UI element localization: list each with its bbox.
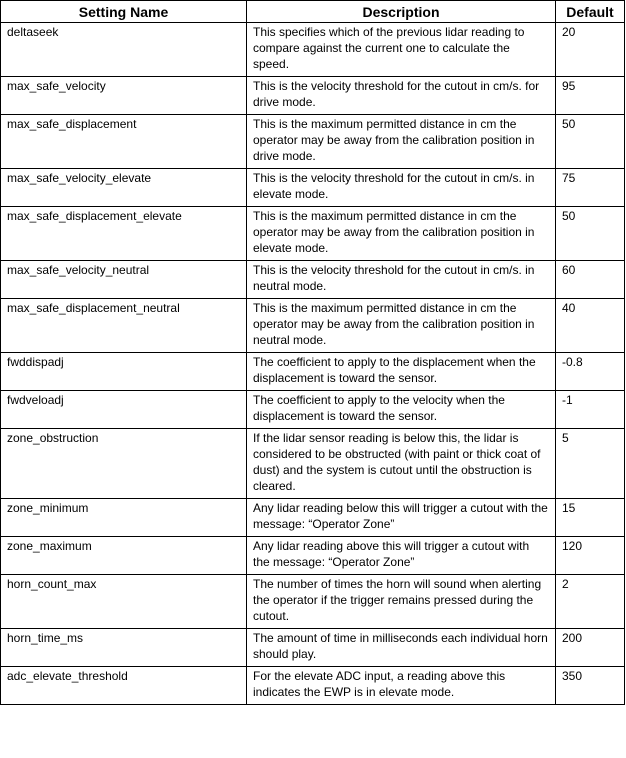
description-cell: Any lidar reading above this will trigger a cutout with the message: “Operator Zone” — [247, 537, 556, 575]
description-cell: The amount of time in milliseconds each individual horn should play. — [247, 629, 556, 667]
header-setting-name: Setting Name — [1, 1, 247, 23]
default-value-cell: 350 — [556, 667, 625, 705]
setting-name-cell: horn_time_ms — [1, 629, 247, 667]
default-value-cell: 15 — [556, 499, 625, 537]
table-row — [1, 115, 625, 169]
default-value-cell: 40 — [556, 299, 625, 353]
table-row — [1, 299, 625, 353]
table-row — [1, 575, 625, 629]
setting-name-cell: deltaseek — [1, 23, 247, 77]
table-row — [1, 77, 625, 115]
setting-name-cell: horn_count_max — [1, 575, 247, 629]
setting-name-cell: fwdveloadj — [1, 391, 247, 429]
description-cell: This is the maximum permitted distance in cm the operator may be away from the calibration position in drive mode. — [247, 115, 556, 169]
default-value-cell: 20 — [556, 23, 625, 77]
default-value-cell: 50 — [556, 207, 625, 261]
header-description: Description — [247, 1, 556, 23]
setting-name-cell: fwddispadj — [1, 353, 247, 391]
default-value-cell: -0.8 — [556, 353, 625, 391]
settings-table-body — [1, 23, 625, 705]
setting-name-cell: max_safe_velocity_elevate — [1, 169, 247, 207]
table-row — [1, 207, 625, 261]
default-value-cell: 120 — [556, 537, 625, 575]
setting-name-cell: max_safe_displacement — [1, 115, 247, 169]
default-value-cell: -1 — [556, 391, 625, 429]
table-row — [1, 391, 625, 429]
setting-name-cell: zone_minimum — [1, 499, 247, 537]
setting-name-cell: adc_elevate_threshold — [1, 667, 247, 705]
header-default: Default — [556, 1, 625, 23]
table-row — [1, 429, 625, 499]
header-row — [1, 1, 625, 23]
description-cell: The number of times the horn will sound when alerting the operator if the trigger remains pressed during the cutout. — [247, 575, 556, 629]
table-row — [1, 537, 625, 575]
setting-name-cell: max_safe_displacement_neutral — [1, 299, 247, 353]
default-value-cell: 5 — [556, 429, 625, 499]
setting-name-cell: zone_maximum — [1, 537, 247, 575]
table-row — [1, 667, 625, 705]
default-value-cell: 60 — [556, 261, 625, 299]
description-cell: This is the velocity threshold for the cutout in cm/s. in neutral mode. — [247, 261, 556, 299]
description-cell: This specifies which of the previous lidar reading to compare against the current one to calculate the speed. — [247, 23, 556, 77]
description-cell: Any lidar reading below this will trigger a cutout with the message: “Operator Zone” — [247, 499, 556, 537]
table-row — [1, 353, 625, 391]
setting-name-cell: zone_obstruction — [1, 429, 247, 499]
description-cell: If the lidar sensor reading is below this, the lidar is considered to be obstructed (with paint or thick coat of dust) and the system is cutout until the obstruction is cleared. — [247, 429, 556, 499]
default-value-cell: 95 — [556, 77, 625, 115]
table-row — [1, 261, 625, 299]
description-cell: The coefficient to apply to the displacement when the displacement is toward the sensor. — [247, 353, 556, 391]
default-value-cell: 2 — [556, 575, 625, 629]
setting-name-cell: max_safe_velocity — [1, 77, 247, 115]
description-cell: This is the maximum permitted distance in cm the operator may be away from the calibration position in elevate mode. — [247, 207, 556, 261]
table-row — [1, 499, 625, 537]
table-row — [1, 629, 625, 667]
default-value-cell: 50 — [556, 115, 625, 169]
setting-name-cell: max_safe_displacement_elevate — [1, 207, 247, 261]
setting-name-cell: max_safe_velocity_neutral — [1, 261, 247, 299]
description-cell: This is the maximum permitted distance in cm the operator may be away from the calibration position in neutral mode. — [247, 299, 556, 353]
description-cell: This is the velocity threshold for the cutout in cm/s. in elevate mode. — [247, 169, 556, 207]
description-cell: The coefficient to apply to the velocity when the displacement is toward the sensor. — [247, 391, 556, 429]
table-row — [1, 23, 625, 77]
default-value-cell: 75 — [556, 169, 625, 207]
description-cell: For the elevate ADC input, a reading above this indicates the EWP is in elevate mode. — [247, 667, 556, 705]
default-value-cell: 200 — [556, 629, 625, 667]
table-row — [1, 169, 625, 207]
description-cell: This is the velocity threshold for the cutout in cm/s. for drive mode. — [247, 77, 556, 115]
